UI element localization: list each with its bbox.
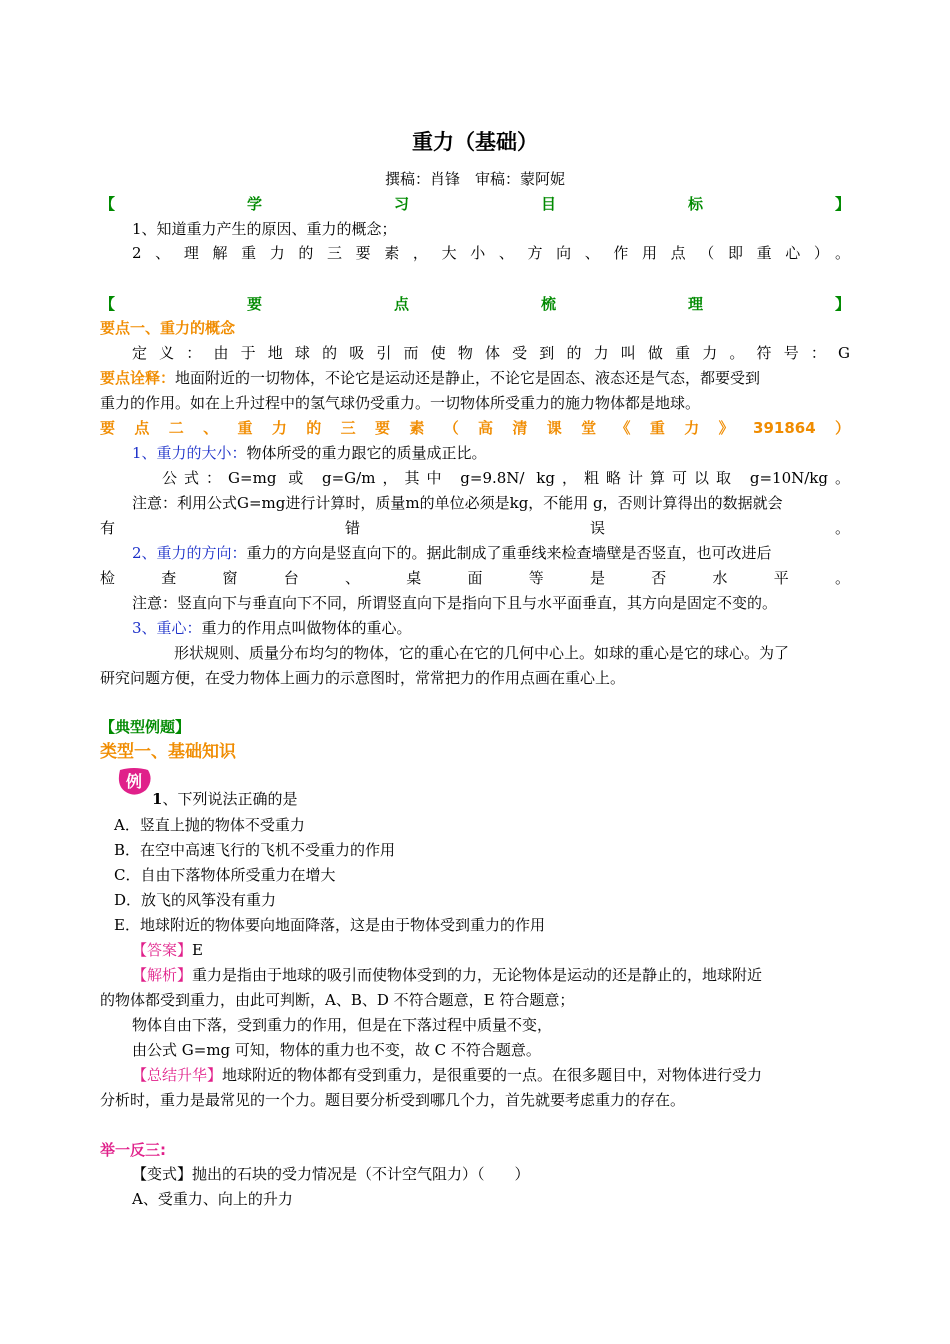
examples-header: 【典型例题】 bbox=[100, 718, 191, 736]
note-text: 地面附近的一切物体，不论它是运动还是静止，不论它是固态、液态还是气态，都要受到 bbox=[175, 369, 761, 387]
analysis-text: 重力是指由于地球的吸引而使物体受到的力，无论物体是运动的还是静止的，地球附近 bbox=[192, 966, 763, 984]
learning-goals-header: 【学习目标】 bbox=[100, 195, 850, 213]
variant-question bbox=[132, 1164, 850, 1184]
byline: 撰稿：肖锋 审稿：蒙阿妮 bbox=[384, 170, 565, 188]
point-two-title: 要点二、重力的三要素（高清课堂《重力》391864） bbox=[100, 419, 850, 437]
variant-option-a: A、受重力、向上的升力 bbox=[132, 1190, 293, 1208]
unit-note: 注意：利用公式G=mg进行计算时，质量m的单位必须是kg，不能用 g，否则计算得出的数据就会 bbox=[132, 494, 783, 512]
gravity-formula: 公式：G=mg 或 g=G/m，其中 g=9.8N/ kg，粗略计算可以取 g=10N/kg。 bbox=[162, 469, 850, 487]
option-d: D．放飞的风筝没有重力 bbox=[114, 891, 277, 909]
document-page bbox=[100, 0, 850, 1344]
summary bbox=[132, 1065, 850, 1085]
learning-goal-item: 2、理解重力的三要素，大小、方向、作用点（即重心）。 bbox=[132, 244, 850, 262]
unit-note-cont: 有错误。 bbox=[100, 519, 850, 537]
analysis-cont: 物体自由下落，受到重力的作用，但是在下落过程中质量不变， bbox=[132, 1016, 553, 1034]
summary-label: 【总结升华】 bbox=[132, 1066, 223, 1084]
question-number: 1 bbox=[152, 790, 163, 808]
size-label: 1、重力的大小： bbox=[132, 444, 247, 462]
answer-label: 【答案】 bbox=[132, 941, 193, 959]
answer-value: E bbox=[192, 941, 203, 959]
point-one-note bbox=[100, 368, 850, 388]
cg-label: 3、重心： bbox=[132, 619, 202, 637]
option-e: E．地球附近的物体要向地面降落，这是由于物体受到重力的作用 bbox=[114, 916, 545, 934]
direction-label: 2、重力的方向： bbox=[132, 544, 247, 562]
center-of-gravity bbox=[132, 618, 850, 638]
cg-paragraph-cont: 研究问题方便，在受力物体上画力的示意图时，常常把力的作用点画在重心上。 bbox=[100, 669, 626, 687]
cg-text: 重力的作用点叫做物体的重心。 bbox=[201, 619, 412, 637]
question-text: 、下列说法正确的是 bbox=[162, 790, 298, 808]
gravity-size bbox=[132, 443, 850, 463]
type-one-title: 类型一、基础知识 bbox=[100, 742, 236, 762]
practice-label: 举一反三: bbox=[100, 1141, 166, 1159]
variant-label: 【变式】 bbox=[132, 1165, 193, 1183]
badge-text: 例 bbox=[125, 772, 143, 791]
variant-text: 抛出的石块的受力情况是（不计空气阻力）（ ） bbox=[192, 1165, 530, 1183]
gravity-direction bbox=[132, 543, 850, 563]
cg-paragraph: 形状规则、质量分布均匀的物体，它的重心在它的几何中心上。如球的重心是它的球心。为了 bbox=[174, 644, 790, 662]
note-label: 要点诠释： bbox=[100, 369, 176, 387]
point-one-note-cont: 重力的作用。如在上升过程中的氢气球仍受重力。一切物体所受重力的施力物体都是地球。 bbox=[100, 394, 701, 412]
direction-text-cont: 检查窗台、桌面等是否水平。 bbox=[100, 569, 850, 587]
option-c: C．自由下落物体所受重力在增大 bbox=[114, 866, 336, 884]
question-one bbox=[152, 789, 850, 809]
direction-text: 重力的方向是竖直向下的。据此制成了重垂线来检查墙壁是否竖直，也可改进后 bbox=[246, 544, 772, 562]
answer bbox=[132, 940, 850, 960]
option-b: B．在空中高速飞行的飞机不受重力的作用 bbox=[114, 841, 396, 859]
key-points-header: 【要点梳理】 bbox=[100, 295, 850, 313]
point-one-title: 要点一、重力的概念 bbox=[100, 319, 236, 337]
option-a: A．竖直上抛的物体不受重力 bbox=[114, 816, 305, 834]
analysis-label: 【解析】 bbox=[132, 966, 193, 984]
gravity-definition: 定义：由于地球的吸引而使物体受到的力叫做重力。符号：G bbox=[132, 344, 850, 362]
learning-goal-item: 1、知道重力产生的原因、重力的概念； bbox=[132, 220, 397, 238]
summary-cont: 分析时，重力是最常见的一个力。题目要分析受到哪几个力，首先就要考虑重力的存在。 bbox=[100, 1091, 686, 1109]
page-title: 重力（基础） bbox=[412, 130, 538, 154]
analysis-cont: 由公式 G=mg 可知，物体的重力也不变，故 C 不符合题意。 bbox=[132, 1041, 541, 1059]
example-badge-icon bbox=[114, 766, 154, 800]
direction-note: 注意：竖直向下与垂直向下不同，所谓竖直向下是指向下且与水平面垂直，其方向是固定不变的。 bbox=[132, 594, 778, 612]
size-text: 物体所受的重力跟它的质量成正比。 bbox=[246, 444, 487, 462]
summary-text: 地球附近的物体都有受到重力，是很重要的一点。在很多题目中，对物体进行受力 bbox=[222, 1066, 763, 1084]
analysis-cont: 的物体都受到重力，由此可判断，A、B、D 不符合题意，E 符合题意； bbox=[100, 991, 575, 1009]
analysis bbox=[132, 965, 850, 985]
